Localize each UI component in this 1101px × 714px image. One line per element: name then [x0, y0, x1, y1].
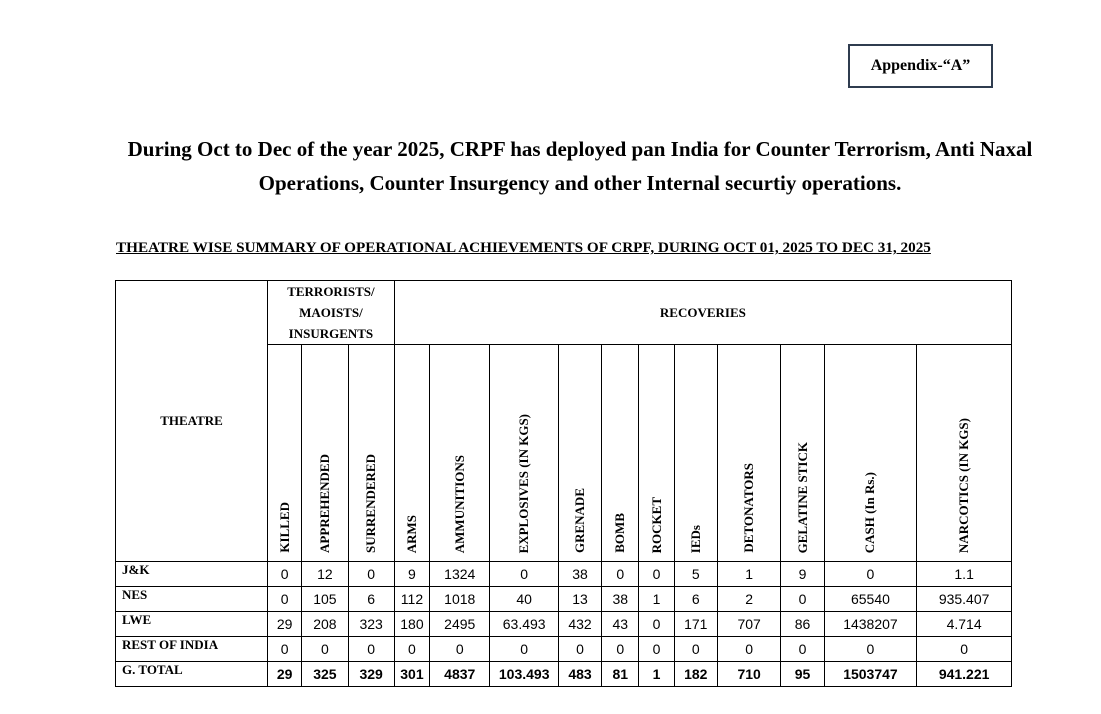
table-cell: 86	[781, 612, 824, 637]
table-cell: 323	[348, 612, 394, 637]
row-theatre-label: J&K	[116, 562, 268, 587]
col-header-label: EXPLOSIVES (IN KGS)	[516, 413, 532, 553]
col-header-label: BOMB	[612, 513, 628, 553]
col-header-label: AMMUNITIONS	[451, 454, 467, 553]
row-theatre-label: REST OF INDIA	[116, 637, 268, 662]
col-header-rocket	[639, 345, 674, 562]
col-header-gelatine-stick	[781, 345, 824, 562]
total-row	[116, 662, 1012, 687]
table-cell: 6	[674, 587, 717, 612]
table-cell: 38	[602, 587, 639, 612]
table-cell: 0	[824, 562, 917, 587]
col-header-label: CASH (In Rs.)	[862, 471, 878, 553]
col-header-label: ROCKET	[648, 496, 664, 553]
terrorists-header-line: TERRORISTS/	[287, 284, 375, 299]
table-cell: 105	[302, 587, 348, 612]
col-header-ieds	[674, 345, 717, 562]
col-header-bomb	[602, 345, 639, 562]
table-cell: 38	[558, 562, 601, 587]
col-header-apprehended	[302, 345, 348, 562]
table-row	[116, 587, 1012, 612]
table-cell: 63.493	[490, 612, 558, 637]
table-cell: 0	[717, 637, 780, 662]
col-header-label: ARMS	[403, 514, 419, 553]
table-cell: 0	[268, 587, 302, 612]
table-subtitle: THEATRE WISE SUMMARY OF OPERATIONAL ACHIEVEMENTS OF CRPF, DURING OCT 01, 2025 TO DEC 31, 2025	[116, 239, 931, 256]
table-cell: 1	[639, 662, 674, 687]
col-header-ammunitions	[430, 345, 490, 562]
table-cell: 301	[394, 662, 429, 687]
table-cell: 4.714	[917, 612, 1012, 637]
col-header-killed	[268, 345, 302, 562]
table-cell: 9	[781, 562, 824, 587]
table-cell: 29	[268, 612, 302, 637]
table-cell: 81	[602, 662, 639, 687]
table-cell: 29	[268, 662, 302, 687]
table-body	[116, 562, 1012, 687]
table-cell: 432	[558, 612, 601, 637]
table-cell: 1.1	[917, 562, 1012, 587]
table-cell: 0	[348, 637, 394, 662]
table-cell: 180	[394, 612, 429, 637]
col-header-label: GELATINE STICK	[794, 441, 810, 553]
table-cell: 0	[674, 637, 717, 662]
table-cell: 1018	[430, 587, 490, 612]
table-cell: 329	[348, 662, 394, 687]
table-cell: 95	[781, 662, 824, 687]
table-cell: 0	[602, 562, 639, 587]
row-theatre-label: LWE	[116, 612, 268, 637]
table-cell: 65540	[824, 587, 917, 612]
col-header-label: NARCOTICS (IN KGS)	[956, 417, 972, 553]
col-header-label: GRENADE	[572, 487, 588, 553]
table-cell: 1	[717, 562, 780, 587]
table-cell: 103.493	[490, 662, 558, 687]
col-header-cash	[824, 345, 917, 562]
col-header-label: IEDs	[687, 524, 703, 553]
table-cell: 12	[302, 562, 348, 587]
table-cell: 0	[602, 637, 639, 662]
row-theatre-label: NES	[116, 587, 268, 612]
table-cell: 171	[674, 612, 717, 637]
table-cell: 43	[602, 612, 639, 637]
col-header-narcotics	[917, 345, 1012, 562]
terrorists-header-line: MAOISTS/	[299, 305, 363, 320]
table-cell: 182	[674, 662, 717, 687]
table-cell: 0	[490, 562, 558, 587]
table-row	[116, 637, 1012, 662]
table-cell: 483	[558, 662, 601, 687]
table-row	[116, 612, 1012, 637]
table-cell: 0	[430, 637, 490, 662]
table-cell: 0	[558, 637, 601, 662]
table-cell: 2495	[430, 612, 490, 637]
table-cell: 0	[268, 637, 302, 662]
table-cell: 208	[302, 612, 348, 637]
col-header-label: KILLED	[276, 502, 292, 553]
appendix-label: Appendix-“A”	[848, 44, 993, 88]
row-theatre-label: G. TOTAL	[116, 662, 268, 687]
table-cell: 0	[394, 637, 429, 662]
table-cell: 0	[639, 562, 674, 587]
table-cell: 40	[490, 587, 558, 612]
table-cell: 0	[824, 637, 917, 662]
col-header-arms	[394, 345, 429, 562]
terrorists-header-line: INSURGENTS	[288, 326, 374, 341]
table-cell: 941.221	[917, 662, 1012, 687]
table-cell: 112	[394, 587, 429, 612]
theatre-header: THEATRE	[116, 281, 268, 562]
table-cell: 0	[781, 637, 824, 662]
table-cell: 1438207	[824, 612, 917, 637]
col-header-grenade	[558, 345, 601, 562]
table-cell: 1324	[430, 562, 490, 587]
col-header-label: APPREHENDED	[316, 454, 332, 553]
table-cell: 707	[717, 612, 780, 637]
table-cell: 4837	[430, 662, 490, 687]
table-cell: 1503747	[824, 662, 917, 687]
table-cell: 0	[490, 637, 558, 662]
achievements-table	[115, 280, 1012, 687]
col-header-explosives	[490, 345, 558, 562]
table-cell: 0	[917, 637, 1012, 662]
terrorists-group-header	[268, 281, 395, 345]
col-header-label: SURRENDERED	[363, 454, 379, 553]
recoveries-group-header: RECOVERIES	[394, 281, 1011, 345]
table-cell: 325	[302, 662, 348, 687]
col-header-surrendered	[348, 345, 394, 562]
table-cell: 0	[639, 612, 674, 637]
table-cell: 0	[302, 637, 348, 662]
table-cell: 13	[558, 587, 601, 612]
table-row	[116, 562, 1012, 587]
col-header-label: DETONATORS	[741, 463, 757, 553]
table-cell: 5	[674, 562, 717, 587]
table-cell: 710	[717, 662, 780, 687]
table-cell: 0	[639, 637, 674, 662]
table-cell: 0	[268, 562, 302, 587]
table-cell: 2	[717, 587, 780, 612]
col-header-detonators	[717, 345, 780, 562]
table-cell: 6	[348, 587, 394, 612]
table-cell: 935.407	[917, 587, 1012, 612]
header-group-row	[116, 281, 1012, 345]
table-cell: 9	[394, 562, 429, 587]
table-cell: 0	[348, 562, 394, 587]
table-cell: 1	[639, 587, 674, 612]
table-cell: 0	[781, 587, 824, 612]
page-heading: During Oct to Dec of the year 2025, CRPF has deployed pan India for Counter Terrorism, Anti Naxal Operations, Counter Insurgency and other Internal securtiy operations.	[127, 137, 1033, 195]
